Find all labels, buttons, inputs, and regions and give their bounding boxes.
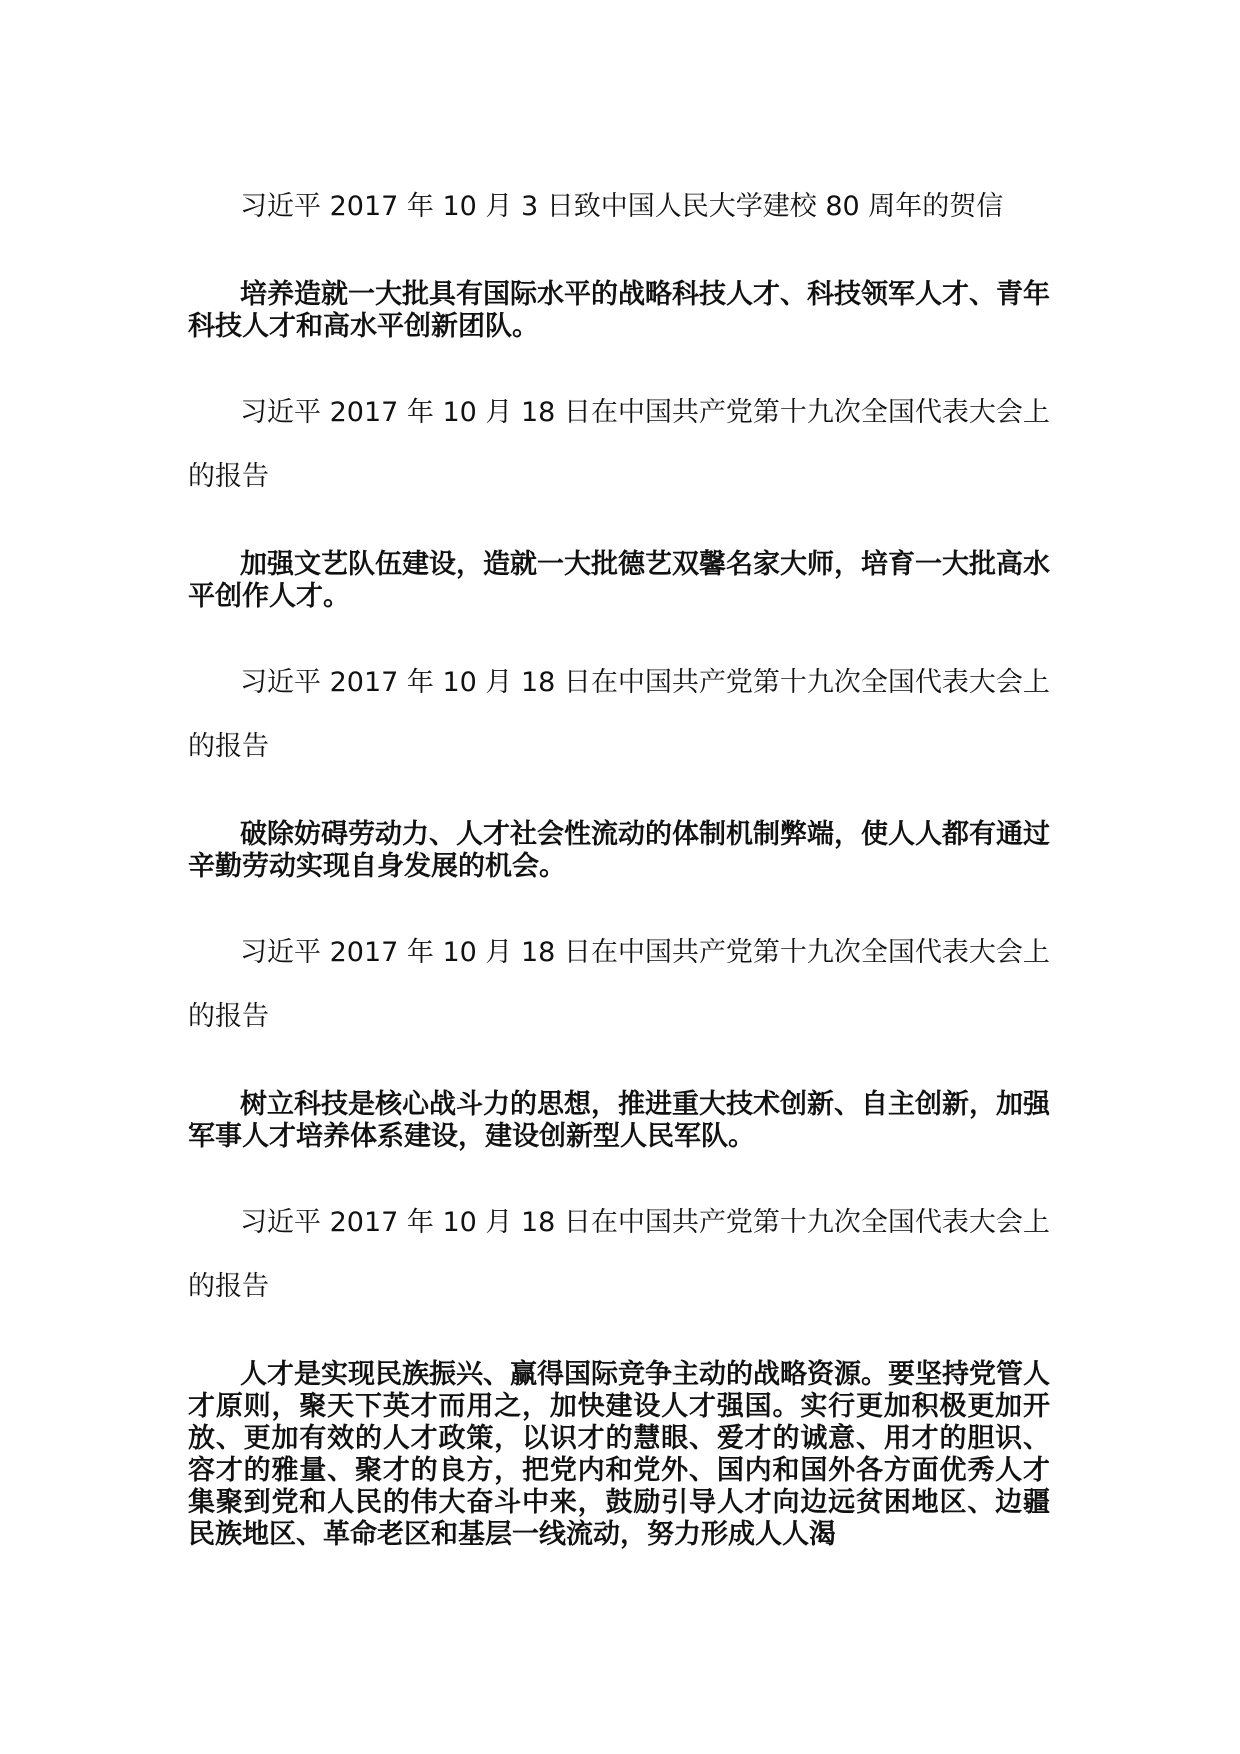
quote-text: 加强文艺队伍建设，造就一大批德艺双馨名家大师，培育一大批高水平创作人才。 [188, 549, 1050, 612]
document-body [188, 175, 1050, 1551]
quote-text: 树立科技是核心战斗力的思想，推进重大技术创新、自主创新，加强军事人才培养体系建设，建设创新型人民军队。 [188, 1089, 1050, 1152]
quote-source: 习近平 2017 年 10 月 18 日在中国共产党第十九次全国代表大会上的报告 [188, 937, 1050, 1032]
quote-source: 习近平 2017 年 10 月 18 日在中国共产党第十九次全国代表大会上的报告 [188, 667, 1050, 762]
quote-source: 习近平 2017 年 10 月 18 日在中国共产党第十九次全国代表大会上的报告 [188, 397, 1050, 492]
quote-text: 破除妨碍劳动力、人才社会性流动的体制机制弊端，使人人都有通过辛勤劳动实现自身发展的机会。 [188, 819, 1050, 882]
quote-source: 习近平 2017 年 10 月 18 日在中国共产党第十九次全国代表大会上的报告 [188, 1207, 1050, 1302]
quote-text: 培养造就一大批具有国际水平的战略科技人才、科技领军人才、青年科技人才和高水平创新团队。 [188, 279, 1050, 342]
quote-text: 人才是实现民族振兴、赢得国际竞争主动的战略资源。要坚持党管人才原则，聚天下英才而用之，加快建设人才强国。实行更加积极更加开放、更加有效的人才政策，以识才的慧眼、爱才的诚意、用才的胆识、容才的雅量、聚才的良方，把党内和党外、国内和国外各方面优秀人才集聚到党和人民的伟大奋斗中来，鼓励引导人才向边远贫困地区、边疆民族地区、革命老区和基层一线流动，努力形成人人渴 [188, 1359, 1050, 1550]
quote-source: 习近平 2017 年 10 月 3 日致中国人民大学建校 80 周年的贺信 [240, 191, 1004, 222]
